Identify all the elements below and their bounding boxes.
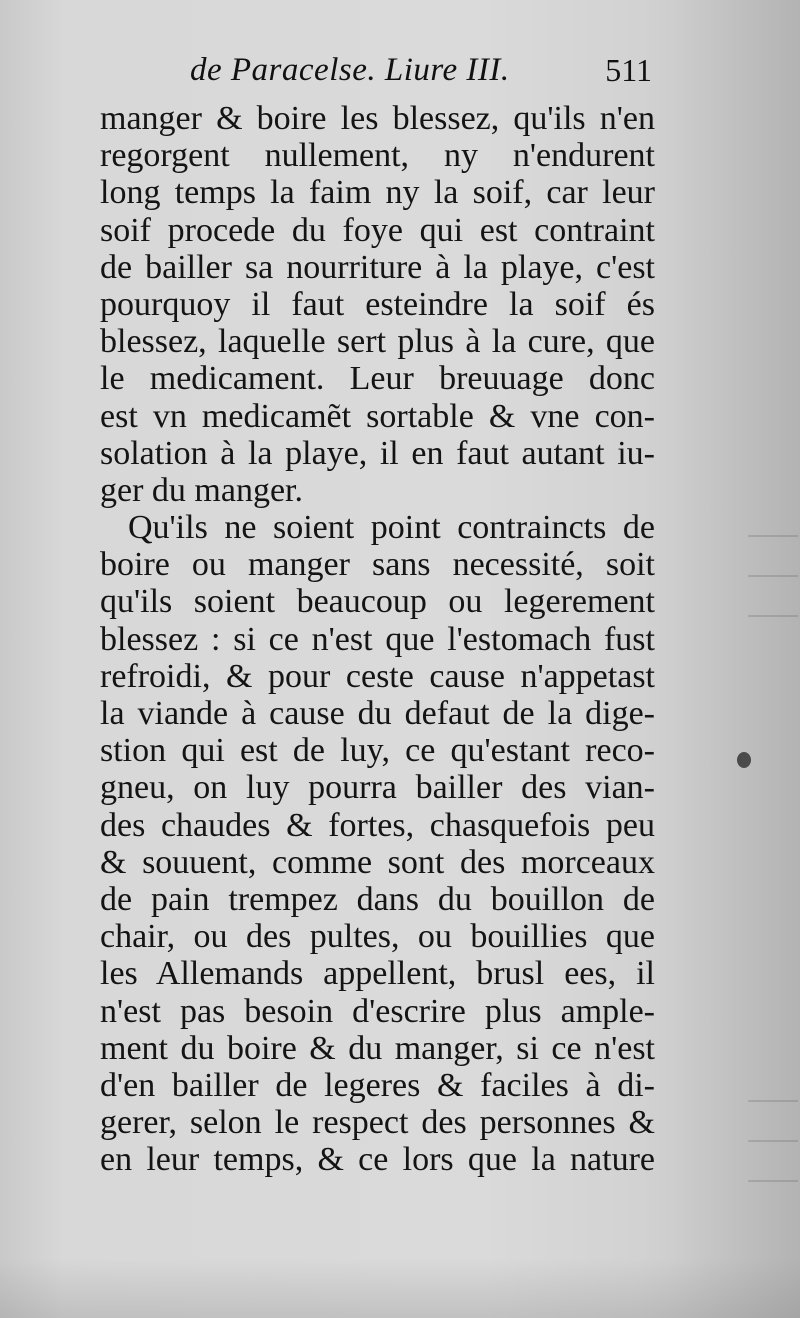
text-line: les Allemands appellent, brusl ees, il [100, 955, 655, 993]
bleed-through-mark [748, 1140, 798, 1142]
text-line: gerer, selon le respect des personnes & [100, 1104, 655, 1142]
bleed-through-mark [748, 535, 798, 537]
text-line: solation à la playe, il en faut autant iu- [100, 434, 655, 472]
text-line: ger du manger. [100, 471, 303, 509]
text-line: n'est pas besoin d'escrire plus ample- [100, 992, 655, 1030]
text-line: soif procede du foye qui est contraint [100, 211, 655, 249]
text-line: stion qui est de luy, ce qu'estant reco- [100, 732, 655, 770]
text-line: de pain trempez dans du bouillon de [100, 880, 655, 918]
text-line: gneu, on luy pourra bailler des vian- [100, 769, 655, 807]
text-line: qu'ils soient beaucoup ou legerement [100, 583, 655, 621]
bleed-through-mark [748, 1180, 798, 1182]
text-line: d'en bailler de legeres & faciles à di- [100, 1066, 655, 1104]
text-line: refroidi, & pour ceste cause n'appetast [100, 657, 655, 695]
bottom-edge-shadow [0, 1258, 800, 1318]
page-number: 511 [605, 52, 652, 88]
text-line: blessez : si ce n'est que l'estomach fust [100, 620, 655, 658]
body-text [100, 100, 655, 1178]
text-line: le medicament. Leur breuuage donc [100, 360, 655, 398]
ink-spot [737, 752, 751, 768]
text-line: boire ou manger sans necessité, soit [100, 546, 655, 584]
show-through-shadow [670, 0, 800, 1318]
text-line: long temps la faim ny la soif, car leur [100, 174, 655, 212]
text-line: de bailler sa nourriture à la playe, c'est [100, 248, 655, 286]
text-line: & souuent, comme sont des morceaux [100, 843, 655, 881]
bleed-through-mark [748, 615, 798, 617]
text-line: la viande à cause du defaut de la dige- [100, 695, 655, 732]
text-line: pourquoy il faut esteindre la soif és [100, 285, 655, 323]
text-line: des chaudes & fortes, chasquefois peu [100, 806, 655, 844]
paragraph-start-line: Qu'ils ne soient point contraincts de [128, 509, 655, 547]
text-line: regorgent nullement, ny n'endurent [100, 137, 655, 175]
bleed-through-mark [748, 1100, 798, 1102]
text-line: est vn medicamẽt sortable & vne con- [100, 397, 655, 435]
text-line: manger & boire les blessez, qu'ils n'en [100, 100, 655, 137]
text-line: blessez, laquelle sert plus à la cure, que [100, 323, 655, 361]
text-line: en leur temps, & ce lors que la nature [100, 1141, 655, 1179]
bleed-through-mark [748, 575, 798, 577]
running-head: de Paracelse. Liure III. [190, 52, 510, 88]
text-line: ment du boire & du manger, si ce n'est [100, 1029, 655, 1067]
text-line: chair, ou des pultes, ou bouillies que [100, 918, 655, 956]
page-header [190, 52, 652, 96]
